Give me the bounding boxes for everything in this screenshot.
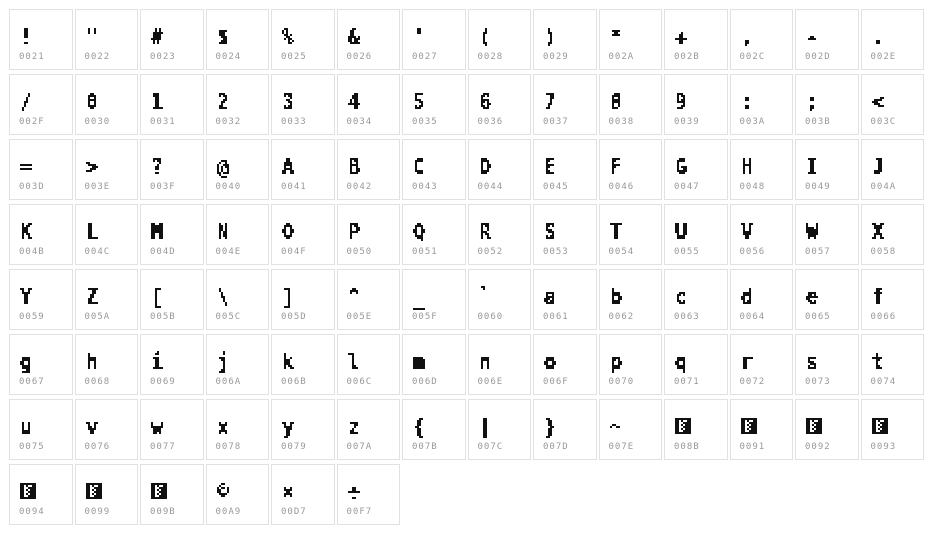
glyph-cell: [533, 334, 597, 395]
codepoint-label: 0038: [608, 117, 635, 127]
codepoint-label: 0074: [870, 377, 897, 387]
codepoint-label: 0030: [84, 117, 111, 127]
codepoint-label: 003F: [150, 182, 176, 192]
codepoint-label: 005F: [412, 312, 438, 322]
codepoint-label: 006F: [543, 377, 569, 387]
codepoint-label: 0055: [674, 247, 700, 257]
codepoint-label: 003C: [870, 117, 897, 127]
codepoint-label: 0057: [805, 247, 831, 257]
glyph-cell: [206, 334, 270, 395]
glyph-cell: [664, 74, 728, 135]
glyph-cell: [271, 9, 335, 70]
glyph-cell: [599, 399, 663, 460]
glyph-cell: [861, 334, 925, 395]
codepoint-label: 0044: [477, 182, 504, 192]
glyph-cell: [599, 139, 663, 200]
codepoint-label: 009B: [150, 507, 176, 517]
codepoint-label: 0061: [543, 312, 569, 322]
glyph-cell: [271, 464, 335, 525]
codepoint-label: 004B: [19, 247, 45, 257]
glyph-cell: [533, 9, 597, 70]
codepoint-label: 0062: [608, 312, 635, 322]
codepoint-label: 0028: [477, 52, 504, 62]
codepoint-label: 0071: [674, 377, 700, 387]
glyph-cell: [9, 334, 73, 395]
codepoint-label: 003A: [739, 117, 766, 127]
glyph-cell: [533, 399, 597, 460]
glyph-cell: [9, 139, 73, 200]
glyph-cell: [468, 204, 532, 265]
glyph-cell: [861, 204, 925, 265]
codepoint-label: 00D7: [281, 507, 307, 517]
glyph-cell-notdef: [9, 464, 73, 525]
codepoint-label: 0048: [739, 182, 766, 192]
codepoint-label: 0039: [674, 117, 700, 127]
glyph-cell-notdef: [861, 399, 925, 460]
glyph-cell: [730, 9, 794, 70]
codepoint-label: 007D: [543, 442, 569, 452]
glyph-cell: [206, 139, 270, 200]
glyph-cell: [140, 399, 204, 460]
codepoint-label: 0060: [477, 312, 504, 322]
glyph-cell: [861, 9, 925, 70]
codepoint-label: 004C: [84, 247, 111, 257]
codepoint-label: 0068: [84, 377, 111, 387]
glyph-cell: [140, 74, 204, 135]
codepoint-label: 008B: [674, 442, 700, 452]
glyph-cell: [206, 269, 270, 330]
glyph-cell: [468, 139, 532, 200]
glyph-cell: [402, 334, 466, 395]
glyph-cell: [861, 269, 925, 330]
codepoint-label: 003E: [84, 182, 111, 192]
codepoint-label: 0041: [281, 182, 307, 192]
glyph-cell: [337, 74, 401, 135]
glyph-cell: [795, 74, 859, 135]
glyph-cell: [75, 399, 139, 460]
codepoint-label: 002E: [870, 52, 897, 62]
glyph-cell: [271, 74, 335, 135]
glyph-cell: [730, 334, 794, 395]
glyph-cell: [599, 74, 663, 135]
glyph-cell: [140, 269, 204, 330]
codepoint-label: 0046: [608, 182, 635, 192]
codepoint-label: 002D: [805, 52, 831, 62]
codepoint-label: 0052: [477, 247, 504, 257]
glyph-cell: [337, 9, 401, 70]
glyph-cell: [402, 204, 466, 265]
codepoint-label: 0077: [150, 442, 176, 452]
glyph-cell-notdef: [664, 399, 728, 460]
glyph-cell: [206, 9, 270, 70]
codepoint-label: 0065: [805, 312, 831, 322]
codepoint-label: 004D: [150, 247, 176, 257]
codepoint-label: 0042: [346, 182, 373, 192]
codepoint-label: 005C: [215, 312, 242, 322]
glyph-cell: [468, 9, 532, 70]
glyph-cell: [664, 269, 728, 330]
glyph-cell: [337, 334, 401, 395]
glyph-cell: [795, 334, 859, 395]
codepoint-label: 0027: [412, 52, 438, 62]
codepoint-label: 0035: [412, 117, 438, 127]
codepoint-label: 005E: [346, 312, 373, 322]
codepoint-label: 0078: [215, 442, 242, 452]
codepoint-label: 0099: [84, 507, 111, 517]
codepoint-label: 002C: [739, 52, 766, 62]
codepoint-label: 005D: [281, 312, 307, 322]
codepoint-label: 0037: [543, 117, 569, 127]
codepoint-label: 0029: [543, 52, 569, 62]
codepoint-label: 007A: [346, 442, 373, 452]
glyph-cell: [664, 204, 728, 265]
glyph-cell: [468, 269, 532, 330]
glyph-cell: [9, 9, 73, 70]
codepoint-label: 0043: [412, 182, 438, 192]
codepoint-label: 0063: [674, 312, 700, 322]
glyph-cell: [664, 9, 728, 70]
glyph-cell: [75, 9, 139, 70]
codepoint-label: 0047: [674, 182, 700, 192]
glyph-cell: [9, 399, 73, 460]
codepoint-label: 0056: [739, 247, 766, 257]
codepoint-label: 004A: [870, 182, 897, 192]
glyph-cell: [337, 464, 401, 525]
codepoint-label: 0094: [19, 507, 45, 517]
codepoint-label: 0066: [870, 312, 897, 322]
glyph-cell: [140, 204, 204, 265]
glyph-cell: [533, 269, 597, 330]
codepoint-label: 0050: [346, 247, 373, 257]
glyph-cell: [402, 74, 466, 135]
glyph-cell: [337, 139, 401, 200]
codepoint-label: 0026: [346, 52, 373, 62]
codepoint-label: 002B: [674, 52, 700, 62]
codepoint-label: 005A: [84, 312, 111, 322]
codepoint-label: 0036: [477, 117, 504, 127]
codepoint-label: 0031: [150, 117, 176, 127]
codepoint-label: 0045: [543, 182, 569, 192]
glyph-cell: [9, 269, 73, 330]
glyph-cell: [75, 204, 139, 265]
glyph-cell: [140, 334, 204, 395]
codepoint-label: 0022: [84, 52, 111, 62]
glyph-cell: [75, 139, 139, 200]
codepoint-label: 006A: [215, 377, 242, 387]
glyph-cell: [402, 399, 466, 460]
glyph-cell: [271, 139, 335, 200]
codepoint-label: 0032: [215, 117, 242, 127]
codepoint-label: 0072: [739, 377, 766, 387]
glyph-cell: [271, 399, 335, 460]
codepoint-label: 0092: [805, 442, 831, 452]
codepoint-label: 0091: [739, 442, 766, 452]
codepoint-label: 0058: [870, 247, 897, 257]
glyph-cell-notdef: [140, 464, 204, 525]
glyph-cell: [206, 204, 270, 265]
glyph-cell: [730, 139, 794, 200]
codepoint-label: 0040: [215, 182, 242, 192]
codepoint-label: 003B: [805, 117, 831, 127]
glyph-cell: [206, 74, 270, 135]
codepoint-label: 0070: [608, 377, 635, 387]
glyph-cell: [75, 334, 139, 395]
glyph-cell: [599, 9, 663, 70]
glyph-cell: [533, 74, 597, 135]
codepoint-label: 004E: [215, 247, 242, 257]
codepoint-label: 003D: [19, 182, 45, 192]
glyph-cell: [75, 74, 139, 135]
glyph-cell: [599, 334, 663, 395]
glyph-cell: [337, 204, 401, 265]
glyph-cell-notdef: [795, 399, 859, 460]
codepoint-label: 0049: [805, 182, 831, 192]
codepoint-label: 0023: [150, 52, 176, 62]
codepoint-label: 007C: [477, 442, 504, 452]
codepoint-label: 0033: [281, 117, 307, 127]
glyph-cell: [402, 269, 466, 330]
glyph-cell-notdef: [730, 399, 794, 460]
glyph-cell: [533, 204, 597, 265]
glyph-cell: [468, 399, 532, 460]
glyph-cell: [730, 204, 794, 265]
glyph-cell: [468, 74, 532, 135]
glyph-cell: [140, 9, 204, 70]
glyph-cell: [271, 204, 335, 265]
codepoint-label: 005B: [150, 312, 176, 322]
glyph-cell: [402, 139, 466, 200]
glyph-cell: [206, 464, 270, 525]
codepoint-label: 00A9: [215, 507, 242, 517]
codepoint-label: 0021: [19, 52, 45, 62]
codepoint-label: 0053: [543, 247, 569, 257]
codepoint-label: 0025: [281, 52, 307, 62]
codepoint-label: 0076: [84, 442, 111, 452]
glyph-cell: [795, 204, 859, 265]
glyph-cell-notdef: [75, 464, 139, 525]
codepoint-label: 006E: [477, 377, 504, 387]
glyph-cell: [337, 269, 401, 330]
codepoint-label: 0064: [739, 312, 766, 322]
codepoint-label: 006B: [281, 377, 307, 387]
glyph-cell: [730, 74, 794, 135]
codepoint-label: 0075: [19, 442, 45, 452]
glyph-cell: [468, 334, 532, 395]
codepoint-label: 002F: [19, 117, 45, 127]
glyph-cell: [140, 139, 204, 200]
glyph-cell: [402, 9, 466, 70]
glyph-cell: [795, 139, 859, 200]
codepoint-label: 0059: [19, 312, 45, 322]
glyph-cell: [599, 204, 663, 265]
glyph-cell: [795, 269, 859, 330]
codepoint-label: 0051: [412, 247, 438, 257]
glyph-cell: [664, 334, 728, 395]
glyph-cell: [730, 269, 794, 330]
codepoint-label: 006D: [412, 377, 438, 387]
codepoint-label: 0054: [608, 247, 635, 257]
codepoint-label: 002A: [608, 52, 635, 62]
codepoint-label: 006C: [346, 377, 373, 387]
glyph-cell: [9, 74, 73, 135]
glyph-cell: [664, 139, 728, 200]
glyph-cell: [599, 269, 663, 330]
codepoint-label: 0034: [346, 117, 373, 127]
codepoint-label: 00F7: [346, 507, 373, 517]
glyph-cell: [861, 139, 925, 200]
codepoint-label: 0093: [870, 442, 897, 452]
glyph-cell: [337, 399, 401, 460]
codepoint-label: 007B: [412, 442, 438, 452]
codepoint-label: 004F: [281, 247, 307, 257]
glyph-cell: [795, 9, 859, 70]
codepoint-label: 0079: [281, 442, 307, 452]
glyph-cell: [9, 204, 73, 265]
codepoint-label: 0069: [150, 377, 176, 387]
codepoint-label: 0067: [19, 377, 45, 387]
glyph-cell: [75, 269, 139, 330]
codepoint-label: 0073: [805, 377, 831, 387]
glyph-cell: [206, 399, 270, 460]
glyph-cell: [533, 139, 597, 200]
glyph-cell: [271, 269, 335, 330]
glyph-cell: [861, 74, 925, 135]
codepoint-label: 007E: [608, 442, 635, 452]
codepoint-label: 0024: [215, 52, 242, 62]
glyph-cell: [271, 334, 335, 395]
